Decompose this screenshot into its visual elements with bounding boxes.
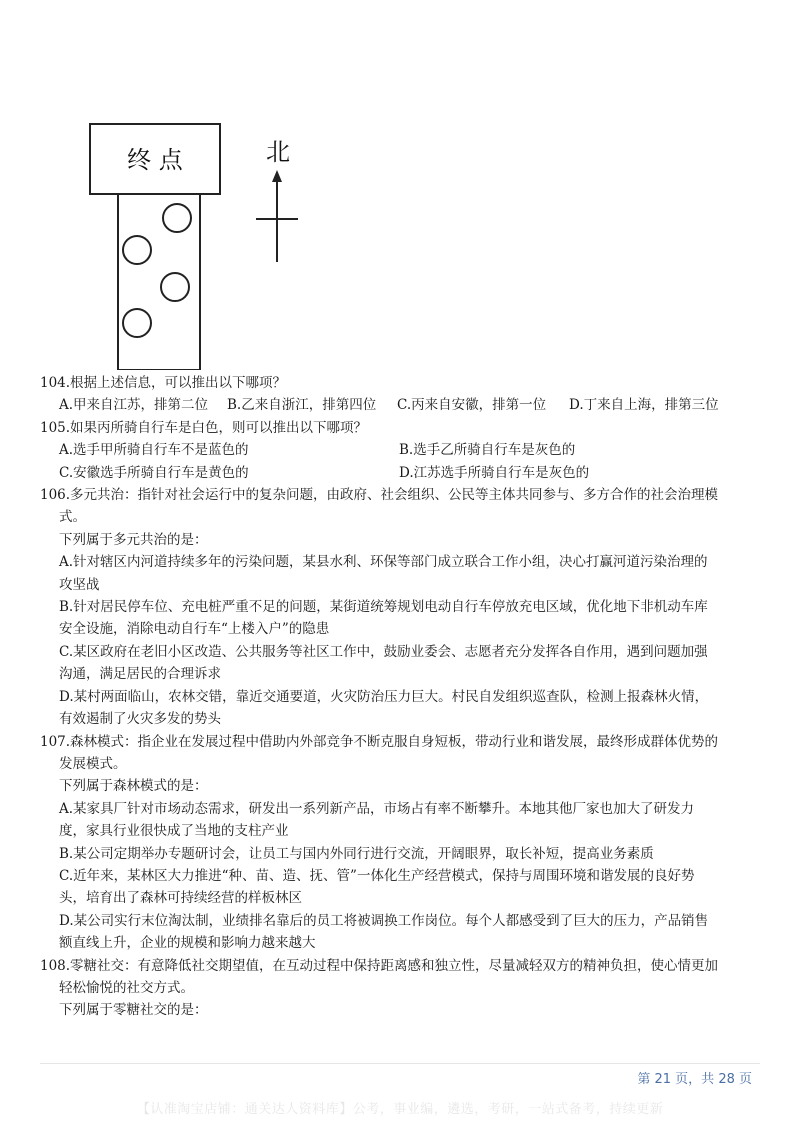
- north-label: 北: [266, 138, 290, 166]
- q106-option-c: C.某区政府在老旧小区改造、公共服务等社区工作中，鼓励业委会、志愿者充分发挥各自作用，遇到问题加强: [59, 643, 708, 660]
- q106-definition-cont: 式。: [59, 509, 86, 526]
- q107-definition-cont: 发展模式。: [59, 755, 127, 772]
- q106-option-d-cont: 有效遏制了火灾多发的势头: [59, 711, 221, 728]
- finish-label: 终 点: [127, 146, 183, 174]
- q106-option-d: D.某村两面临山，农林交错，靠近交通要道，火灾防治压力巨大。村民自发组织巡查队，检测上报森林火情，: [59, 688, 709, 705]
- q105-options-row1: [40, 439, 760, 461]
- q108-definition-cont: 轻松愉悦的社交方式。: [59, 979, 194, 996]
- q106-option-a: A.针对辖区内河道持续多年的污染问题，某县水利、环保等部门成立联合工作小组，决心打赢河道污染治理的: [59, 554, 708, 571]
- page-number: 第 21 页，共 28 页: [637, 1072, 752, 1087]
- q105-stem: 105.如果丙所骑自行车是白色，则可以推出以下哪项？: [40, 419, 368, 436]
- q106-option-a-cont: 攻坚战: [59, 576, 100, 593]
- q105-option-d: D.江苏选手所骑自行车是灰色的: [399, 464, 590, 481]
- q106-option-c-cont: 沟通，满足居民的合理诉求: [59, 666, 221, 683]
- q104-option-b: B.乙来自浙江，排第四位: [227, 397, 377, 414]
- q104-options: [40, 394, 760, 416]
- q107-option-d: D.某公司实行末位淘汰制，业绩排名靠后的员工将被调换工作岗位。每个人都感受到了巨大的压力，产品销售: [59, 912, 709, 929]
- rider-circle: [161, 273, 189, 301]
- watermark-text: 【认准淘宝店铺：通关达人资料库】公考，事业编，遴选，考研，一站式备考，持续更新: [136, 1102, 664, 1117]
- q105-options-row2: [40, 462, 760, 484]
- q107-option-a: A.某家具厂针对市场动态需求，研发出一系列新产品，市场占有率不断攀升。本地其他厂家也加大了研发力: [59, 800, 695, 817]
- q106-option-b-cont: 安全设施，消除电动自行车“上楼入户”的隐患: [59, 621, 330, 638]
- north-arrow-icon: [272, 170, 282, 182]
- q106-option-b: B.针对居民停车位、充电桩严重不足的问题，某街道统筹规划电动自行车停放充电区域，优化地下非机动车库: [59, 599, 708, 616]
- q108-definition: 108.零糖社交：有意降低社交期望值，在互动过程中保持距离感和独立性，尽量减轻双方的精神负担，使心情更加: [40, 957, 719, 974]
- route-diagram: [60, 110, 340, 370]
- q107-definition: 107.森林模式：指企业在发展过程中借助内外部竞争不断克服自身短板，带动行业和谐发展，最终形成群体优势的: [40, 733, 719, 750]
- q107-prompt: 下列属于森林模式的是：: [59, 778, 208, 795]
- q107-option-a-cont: 度，家具行业很快成了当地的支柱产业: [59, 823, 289, 840]
- q106-definition: 106.多元共治：指针对社会运行中的复杂问题，由政府、社会组织、公民等主体共同参与、多方合作的社会治理模: [40, 487, 719, 504]
- q104-option-d: D.丁来自上海，排第三位: [569, 397, 719, 414]
- rider-circle: [123, 309, 151, 337]
- footer-divider: [40, 1063, 760, 1064]
- q105-option-b: B.选手乙所骑自行车是灰色的: [399, 442, 576, 459]
- q105-option-c: C.安徽选手所骑自行车是黄色的: [59, 464, 249, 481]
- rider-circle: [163, 204, 191, 232]
- q104-option-c: C.丙来自安徽，排第一位: [397, 397, 547, 414]
- q104-option-a: A.甲来自江苏，排第二位: [59, 397, 209, 414]
- q105-option-a: A.选手甲所骑自行车不是蓝色的: [59, 442, 249, 459]
- q107-option-c-cont: 头，培育出了森林可持续经营的样板林区: [59, 890, 302, 907]
- rider-circle: [123, 236, 151, 264]
- q107-option-d-cont: 额直线上升，企业的规模和影响力越来越大: [59, 935, 316, 952]
- q108-prompt: 下列属于零糖社交的是：: [59, 1002, 208, 1019]
- question-text: [40, 372, 760, 1022]
- q106-prompt: 下列属于多元共治的是：: [59, 531, 208, 548]
- q104-stem: 104.根据上述信息，可以推出以下哪项？: [40, 375, 287, 391]
- q107-option-b: B.某公司定期举办专题研讨会，让员工与国内外同行进行交流，开阔眼界，取长补短，提高业务素质: [59, 845, 654, 862]
- q107-option-c: C.近年来，某林区大力推进“种、苗、造、抚、管”一体化生产经营模式，保持与周围环境和谐发展的良好势: [59, 867, 695, 884]
